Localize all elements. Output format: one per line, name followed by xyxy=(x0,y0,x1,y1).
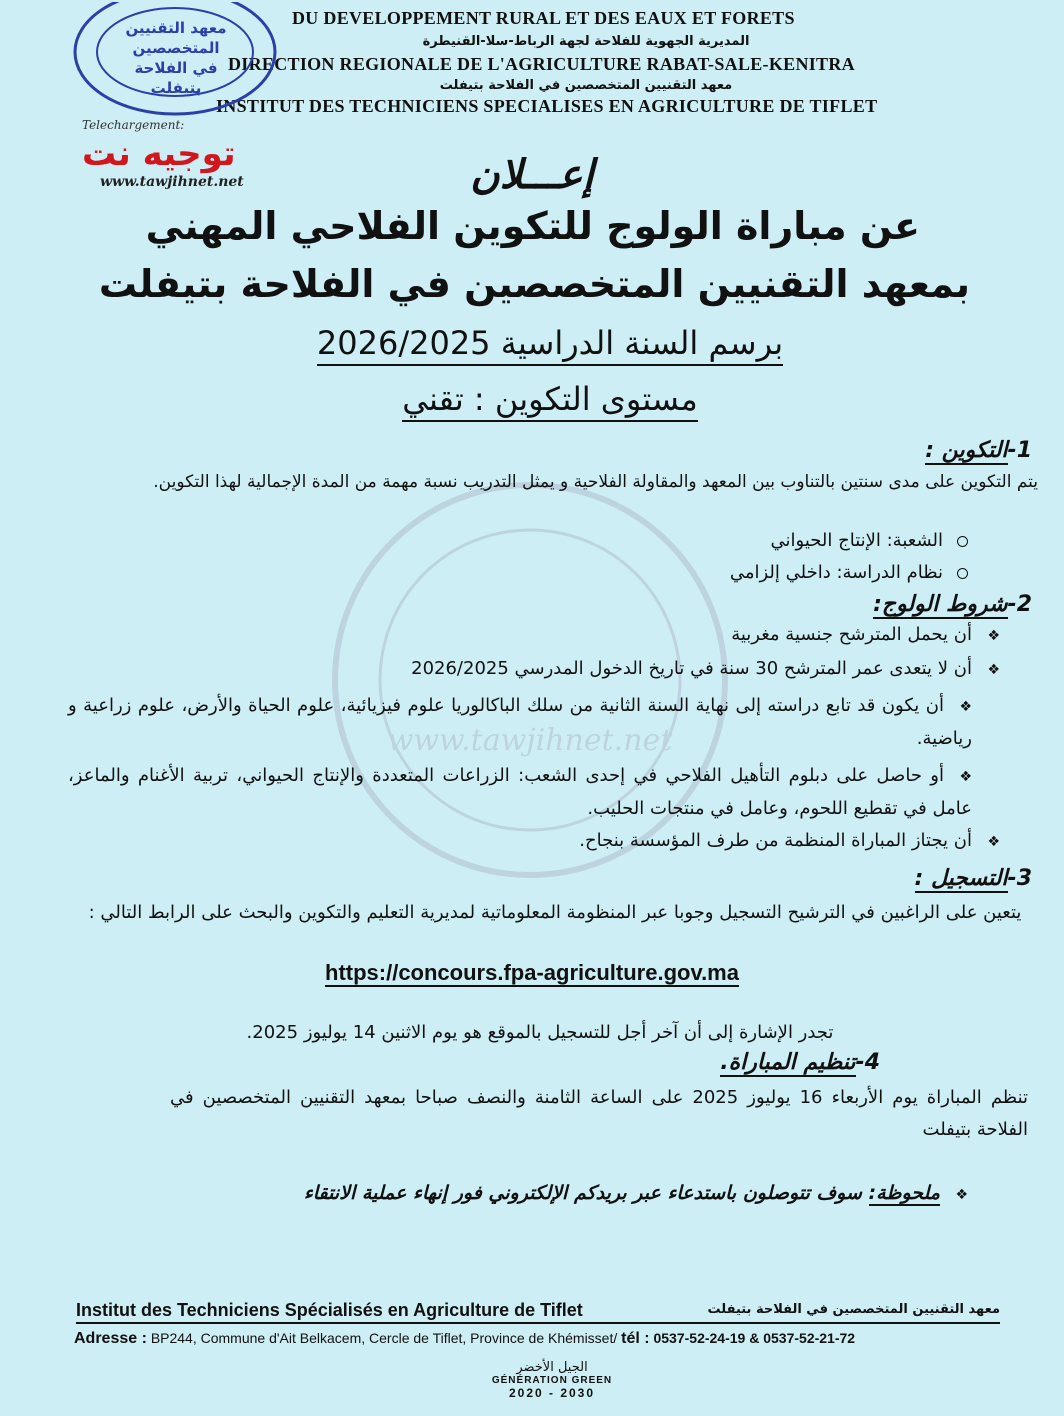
circle-bullet-icon xyxy=(957,536,968,547)
registration-deadline: تجدر الإشارة إلى أن آخر أجل للتسجيل بالموقع هو يوم الاثنين 14 يوليوز 2025. xyxy=(246,1022,834,1043)
tel-text: 0537-52-24-19 & 0537-52-21-72 xyxy=(653,1330,856,1346)
section-1-item-text: نظام الدراسة: داخلي إلزامي xyxy=(729,562,943,583)
generation-green-logo xyxy=(472,1360,632,1400)
diamond-bullet-icon: ❖ xyxy=(987,662,1000,678)
header-line-2: المديرية الجهوية للفلاحة لجهة الرباط-سلا-القنيطرة xyxy=(422,34,750,49)
footer-address xyxy=(74,1330,855,1348)
note-text: سوف تتوصلون باستدعاء عبر بريدكم الإلكتروني فور إنهاء عملية الانتقاء xyxy=(303,1182,862,1204)
condition-text: أو حاصل على دبلوم التأهيل الفلاحي في إحدى الشعب: الزراعات المتعددة والإنتاج الحيواني، تربية الأغنام والماعز، عامل في تقطيع اللحوم، وعامل في منتجات الحليب. xyxy=(68,765,972,819)
address-label: Adresse : xyxy=(74,1330,147,1347)
header-line-4: معهد التقنيين المتخصصين في الفلاحة بتيفلت xyxy=(439,78,733,93)
section-3-title: التسجيل : xyxy=(914,866,1008,891)
section-1-item-text: الشعبة: الإنتاج الحيواني xyxy=(770,530,943,551)
condition-text: أن يحمل المترشح جنسية مغربية xyxy=(731,624,972,645)
title-line-1: عن مباراة الولوج للتكوين الفلاحي المهني xyxy=(145,204,920,248)
registration-link[interactable]: https://concours.fpa-agriculture.gov.ma xyxy=(325,960,739,985)
note xyxy=(304,1182,968,1204)
section-1-item-1 xyxy=(730,562,968,583)
green-fr: GÉNÉRATION GREEN xyxy=(491,1375,613,1386)
logo-caption: Telechargement: xyxy=(82,118,185,132)
header-line-3: DIRECTION REGIONALE DE L'AGRICULTURE RABAT-SALE-KENITRA xyxy=(228,54,855,74)
section-1-title: التكوين : xyxy=(925,438,1008,463)
section-4-number: 4- xyxy=(855,1050,880,1075)
section-1-paragraph: يتم التكوين على مدى سنتين بالتناوب بين المعهد والمقاولة الفلاحية و يمثل التدريب نسبة مهمة من المدة الإجمالية لهذا التكوين. xyxy=(153,472,1038,492)
diamond-bullet-icon: ❖ xyxy=(955,1187,968,1203)
section-4-paragraph: تنظم المباراة يوم الأربعاء 16 يوليوز 2025 على الساعة الثامنة والنصف صباحا بمعهد التقنيين المتخصصين في الفلاحة بتيفلت xyxy=(170,1087,1029,1140)
condition-text: أن يكون قد تابع دراسته إلى نهاية السنة الثانية من سلك الباكالوريا علوم فيزيائية، علوم الحياة والأرض، علوم زراعية و رياضية. xyxy=(68,695,972,749)
logo-brand: توجيه نت xyxy=(82,134,236,174)
site-logo xyxy=(72,118,242,198)
note-label: ملحوظة: xyxy=(868,1182,940,1204)
section-1-item-0 xyxy=(771,530,968,551)
diamond-bullet-icon: ❖ xyxy=(959,699,972,715)
training-level xyxy=(300,380,800,418)
section-3-heading xyxy=(915,866,1033,891)
condition-3 xyxy=(68,760,972,825)
tel-label: tél : xyxy=(621,1330,650,1347)
diamond-bullet-icon: ❖ xyxy=(987,628,1000,644)
section-2-number: 2- xyxy=(1007,592,1032,617)
logo-url: www.tawjihnet.net xyxy=(100,174,244,190)
watermark xyxy=(320,470,740,890)
section-1-heading xyxy=(925,438,1032,463)
section-3-paragraph: يتعين على الراغبين في الترشيح التسجيل وجوبا عبر المنظومة المعلوماتية لمديرية التعليم والتكوين والبحث على الرابط التالي : xyxy=(88,902,1022,923)
condition-2 xyxy=(68,690,972,755)
training-level-text: مستوى التكوين : تقني xyxy=(402,380,697,422)
academic-year-text: برسم السنة الدراسية 2026/2025 xyxy=(317,324,783,366)
header-line-5: INSTITUT DES TECHNICIENS SPECIALISES EN AGRICULTURE DE TIFLET xyxy=(216,96,878,116)
green-ar: الجيل الأخضر xyxy=(516,1360,588,1375)
diamond-bullet-icon: ❖ xyxy=(987,834,1000,850)
section-3-number: 3- xyxy=(1007,866,1032,891)
watermark-text: www.tawjihnet.net xyxy=(387,723,673,758)
address-text: BP244, Commune d'Ait Belkacem, Cercle de Tiflet, Province de Khémisset/ xyxy=(150,1330,618,1346)
circle-bullet-icon xyxy=(957,568,968,579)
diamond-bullet-icon: ❖ xyxy=(959,769,972,785)
footer-institute-ar: معهد التقنيين المتخصصين في الفلاحة بتيفلت xyxy=(707,1302,1000,1317)
announcement-title: إعـــلان xyxy=(470,152,594,198)
title-line-2: بمعهد التقنيين المتخصصين في الفلاحة بتيفلت xyxy=(98,262,970,306)
section-1-number: 1- xyxy=(1007,438,1032,463)
registration-link-wrap xyxy=(0,960,1064,986)
green-years: 2020 - 2030 xyxy=(508,1386,596,1400)
stamp-text: معهد التقنيين المتخصصين في الفلاحة بتيفلت xyxy=(125,19,227,97)
condition-1 xyxy=(411,658,1000,679)
institute-stamp xyxy=(70,2,280,120)
footer-institute-fr: Institut des Techniciens Spécialisés en Agriculture de Tiflet xyxy=(76,1300,583,1320)
condition-text: أن يجتاز المباراة المنظمة من طرف المؤسسة بنجاح. xyxy=(579,830,972,851)
section-2-heading xyxy=(873,592,1032,617)
section-2-title: شروط الولوج: xyxy=(873,592,1008,617)
header-line-1: DU DEVELOPPEMENT RURAL ET DES EAUX ET FORETS xyxy=(292,8,795,28)
academic-year xyxy=(300,324,800,362)
footer-divider xyxy=(76,1322,1000,1324)
condition-text: أن لا يتعدى عمر المترشح 30 سنة في تاريخ الدخول المدرسي 2026/2025 xyxy=(411,658,972,679)
condition-0 xyxy=(731,624,1000,645)
section-4-title: تنظيم المباراة. xyxy=(720,1050,856,1075)
section-4-heading xyxy=(720,1050,880,1075)
condition-4 xyxy=(579,830,1000,851)
